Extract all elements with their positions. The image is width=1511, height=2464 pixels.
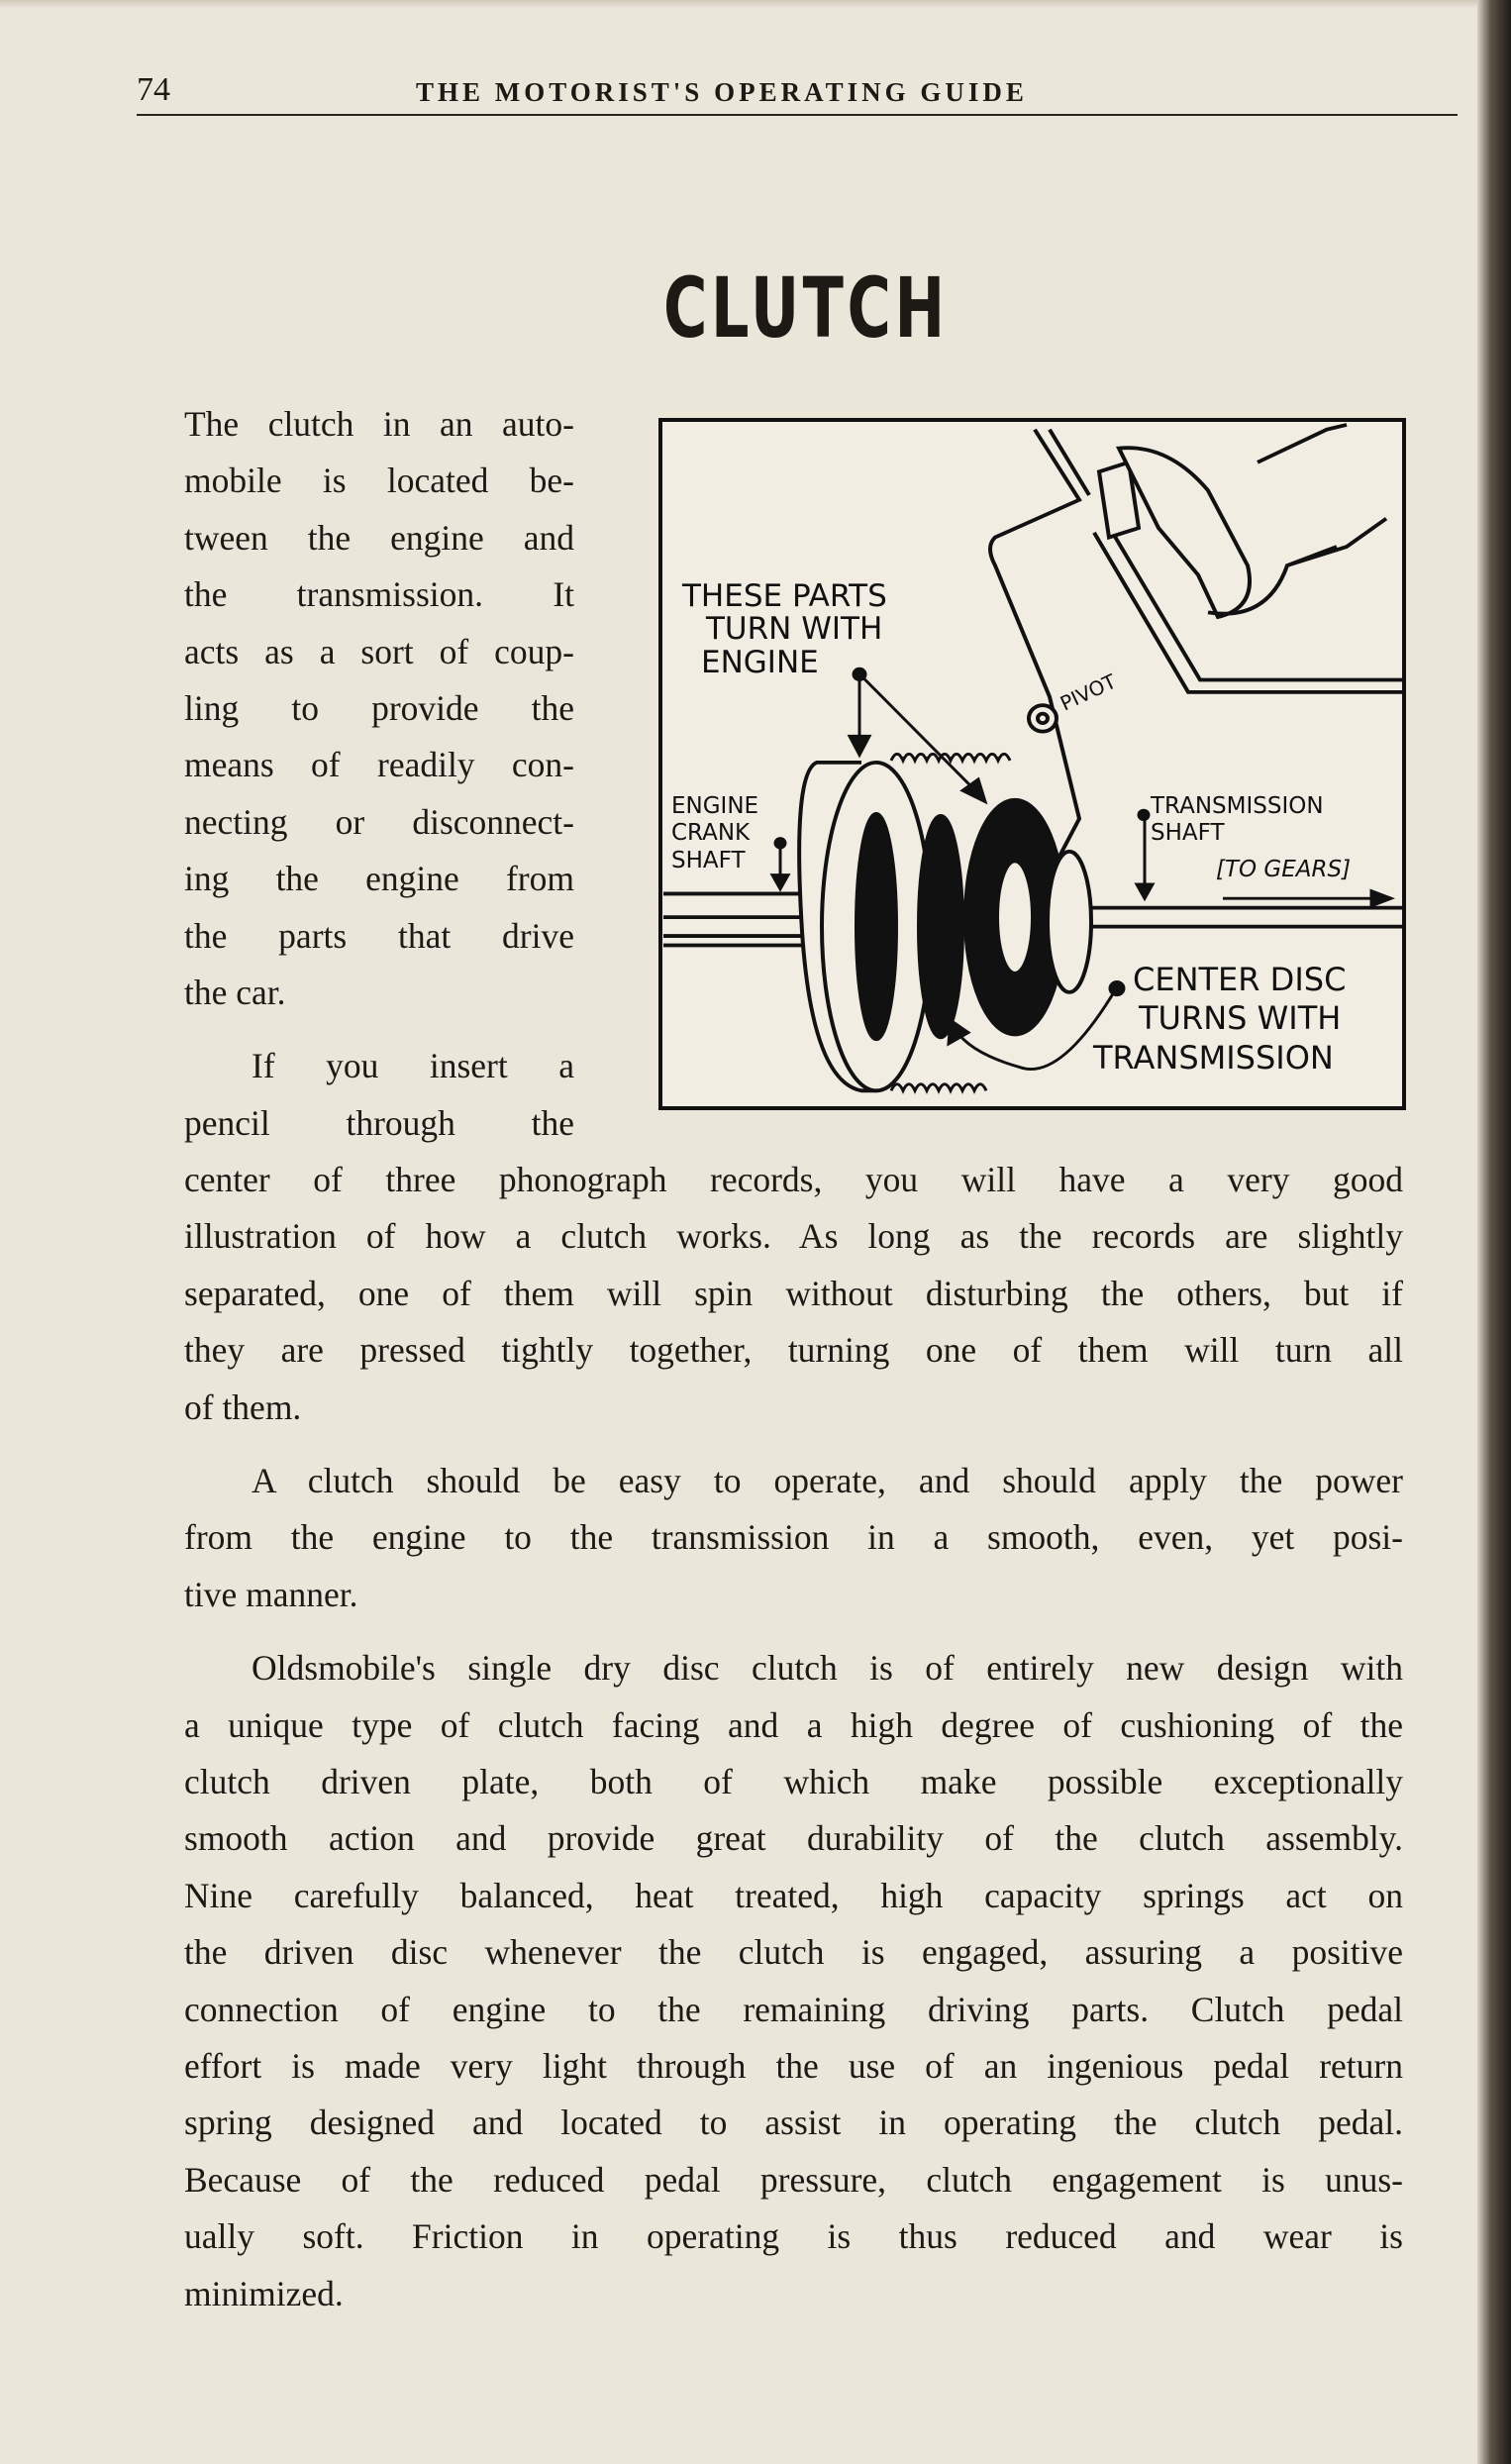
text-line: ling to provide the <box>184 687 574 728</box>
text-line: tween the engine and <box>184 517 574 558</box>
text-line: the parts that drive <box>184 915 574 956</box>
label-transmission-shaft-2: SHAFT <box>1151 820 1225 846</box>
paragraph-1 <box>184 396 1403 1021</box>
label-center-disc-1: CENTER DISC <box>1133 961 1347 998</box>
label-pivot: PIVOT <box>1056 668 1120 716</box>
page-top-edge <box>0 0 1511 8</box>
text-line: connection of engine to the remaining driving parts. Clutch pedal <box>184 1989 1403 2029</box>
label-these-parts-3: ENGINE <box>701 645 819 680</box>
text-line: A clutch should be easy to operate, and should apply the power <box>252 1461 1403 1501</box>
text-line: of them. <box>184 1386 302 1427</box>
text-line: ually soft. Friction in operating is thus reduced and wear is <box>184 2216 1403 2257</box>
header-rule <box>137 114 1458 116</box>
label-to-gears: [TO GEARS] <box>1216 857 1352 882</box>
page-number: 74 <box>137 71 170 108</box>
text-line: means of readily con- <box>184 745 574 785</box>
text-line: pencil through the <box>184 1102 574 1143</box>
text-line: Oldsmobile's single dry disc clutch is of entirely new design with <box>252 1648 1403 1689</box>
running-title: THE MOTORIST'S OPERATING GUIDE <box>416 77 1028 107</box>
paragraph-3 <box>184 1453 1403 1623</box>
text-line: ing the engine from <box>184 859 574 899</box>
label-crankshaft-1: ENGINE <box>671 793 759 819</box>
text-line: illustration of how a clutch works. As long as the records are slightly <box>184 1216 1403 1257</box>
text-line: the car. <box>184 972 286 1012</box>
paragraph-4 <box>184 1640 1403 2322</box>
label-center-disc-2: TURNS WITH <box>1139 999 1342 1037</box>
text-line: If you insert a <box>252 1046 574 1086</box>
text-line: spring designed and located to assist in operating the clutch pedal. <box>184 2103 1403 2143</box>
text-line: center of three phonograph records, you will have a very good <box>184 1160 1403 1200</box>
body-text <box>184 396 1403 2322</box>
text-line: Nine carefully balanced, heat treated, high capacity springs act on <box>184 1875 1403 1915</box>
text-line: necting or disconnect- <box>184 801 574 842</box>
text-line: minimized. <box>184 2273 344 2313</box>
text-line: separated, one of them will spin without disturbing the others, but if <box>184 1273 1403 1313</box>
text-line: the driven disc whenever the clutch is engaged, assuring a positive <box>184 1932 1403 1973</box>
label-transmission-shaft-1: TRANSMISSION <box>1151 793 1324 819</box>
text-line: effort is made very light through the use of an ingenious pedal return <box>184 2045 1403 2086</box>
label-crankshaft-3: SHAFT <box>671 848 746 873</box>
text-line: acts as a sort of coup- <box>184 631 574 671</box>
page-title: CLUTCH <box>663 259 949 357</box>
paragraph-2 <box>184 1038 1403 1436</box>
page-binding-shadow <box>1477 0 1511 2464</box>
text-line: a unique type of clutch facing and a high degree of cushioning of the <box>184 1704 1403 1745</box>
text-line: the transmission. It <box>184 574 574 615</box>
label-center-disc-3: TRANSMISSION <box>1093 1039 1334 1077</box>
label-these-parts-1: THESE PARTS <box>682 578 887 614</box>
text-line: smooth action and provide great durability of the clutch assembly. <box>184 1818 1403 1859</box>
text-line: mobile is located be- <box>184 461 574 501</box>
text-line: clutch driven plate, both of which make possible exceptionally <box>184 1761 1403 1801</box>
label-crankshaft-2: CRANK <box>671 820 751 846</box>
text-line: from the engine to the transmission in a smooth, even, yet posi- <box>184 1517 1403 1558</box>
label-these-parts-2: TURN WITH <box>706 611 883 647</box>
text-line: tive manner. <box>184 1574 358 1614</box>
text-line: they are pressed tightly together, turning one of them will turn all <box>184 1330 1403 1371</box>
text-line: The clutch in an auto- <box>184 404 574 444</box>
text-line: Because of the reduced pedal pressure, clutch engagement is unus- <box>184 2159 1403 2200</box>
